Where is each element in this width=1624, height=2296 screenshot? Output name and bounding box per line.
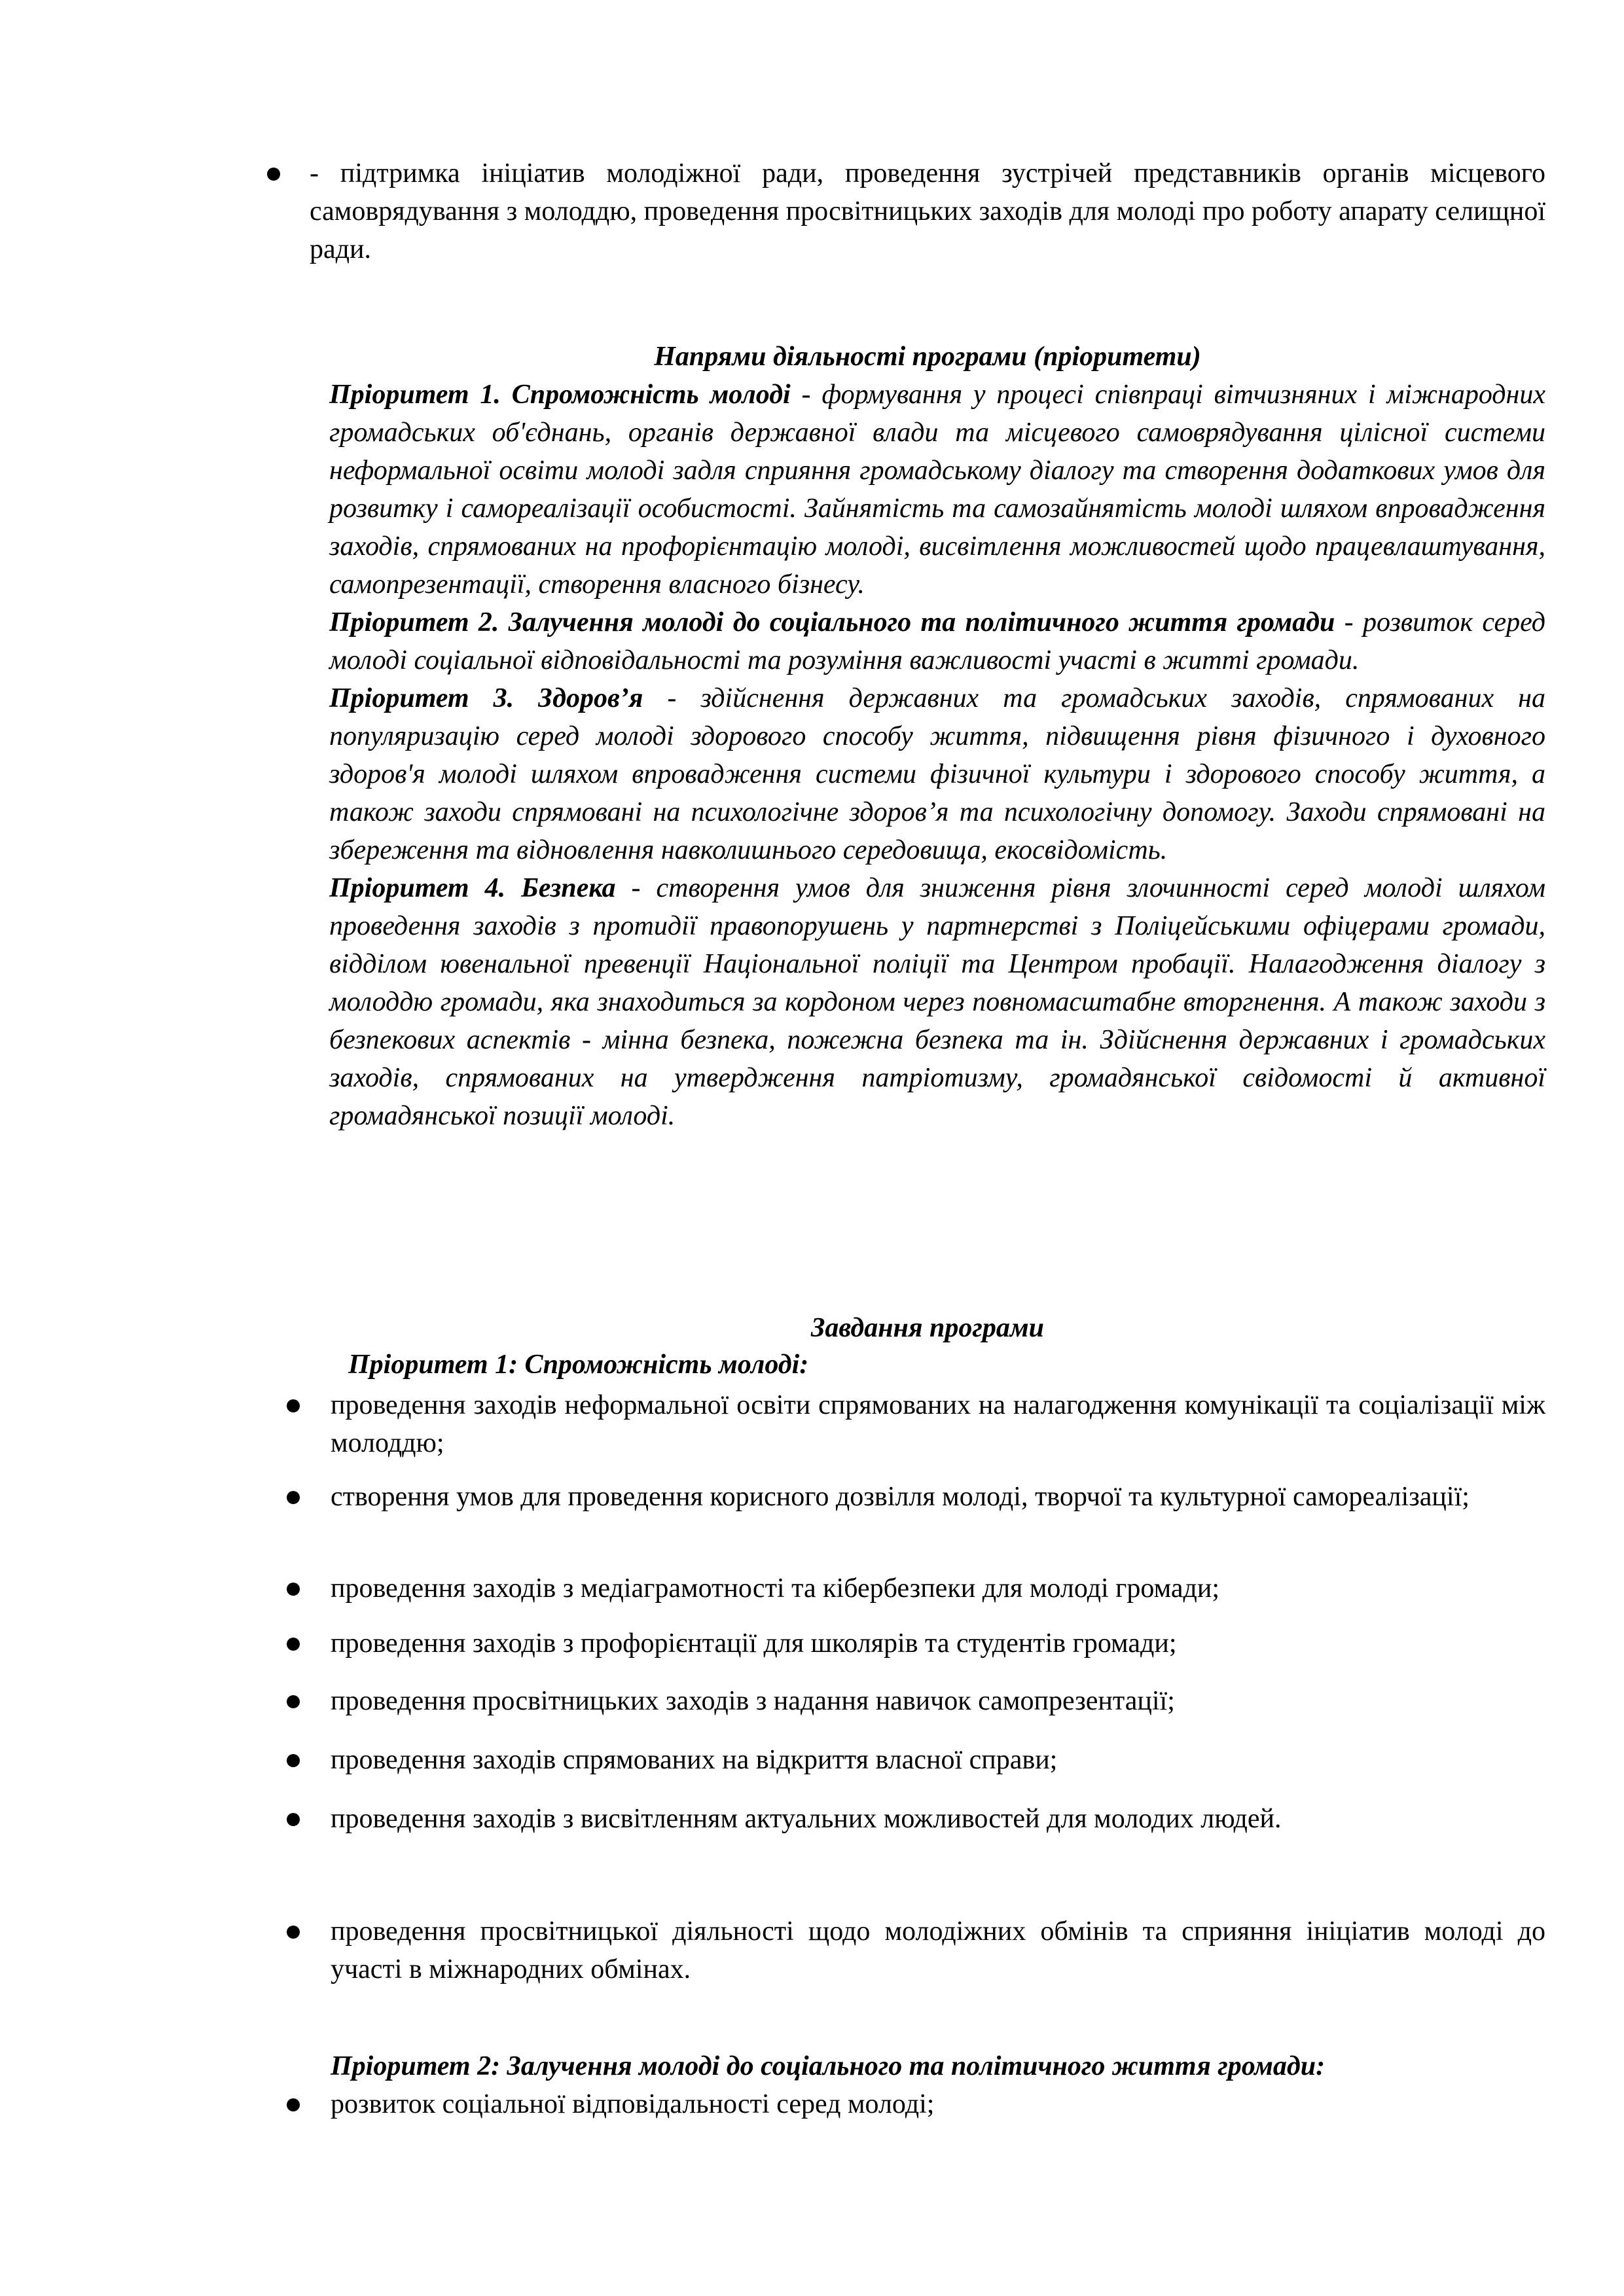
task-item: проведення заходів з профорієнтації для школярів та студентів громади; (331, 1628, 1177, 1659)
task-item: проведення заходів з медіаграмотності та кібербезпеки для молоді громади; (331, 1573, 1220, 1604)
task-item: проведення заходів неформальної освіти спрямованих на налагодження комунікації та соціалізації між молоддю; (331, 1390, 1545, 1458)
priority-1-text: - формування у процесі співпраці вітчизняних і міжнародних громадських об'єднань, органів державної влади та місцевого самоврядування цілісної системи неформальної освіти молоді задля сприяння громадському діалогу та створення додаткових умов для розвитку і самореалізації особистості. Зайнятість та самозайнятість молоді шляхом впровадження заходів, спрямованих на профорієнтацію молоді, висвітлення можливостей щодо працевлаштування, самопрезентації, створення власного бізнесу. (329, 380, 1546, 600)
task-item: проведення просвітницьких заходів з надання навичок самопрезентації; (331, 1686, 1175, 1716)
bullet-icon (267, 168, 280, 181)
intro-bullet-text: - підтримка ініціатив молодіжної ради, проведення зустрічей представників органів місцевого самоврядування з молоддю, проведення просвітницьких заходів для молоді про роботу апарату селищної ради. (310, 158, 1545, 264)
bullet-icon (287, 1583, 300, 1596)
priorities-block (329, 376, 1545, 1135)
task-item: створення умов для проведення корисного дозвілля молоді, творчої та культурної самореалізації; (331, 1482, 1470, 1512)
priority-2-text: - розвиток серед молоді соціальної відповідальності та розуміння важливості участі в житті громади. (329, 607, 1545, 675)
task-item: розвиток соціальної відповідальності серед молоді; (331, 2089, 935, 2119)
task-item: проведення просвітницької діяльності щодо молодіжних обмінів та сприяння ініціатив молоді до участі в міжнародних обмінах. (331, 1916, 1545, 1984)
bullet-icon (287, 1638, 300, 1651)
priority-3-paragraph (329, 679, 1545, 869)
bullet-icon (287, 2098, 300, 2111)
bullet-icon (287, 1399, 300, 1412)
priority-1-title: Пріоритет 1. Спроможність молоді (329, 380, 791, 410)
bullet-icon (287, 1491, 300, 1504)
priority-2-title: Пріоритет 2. Залучення молоді до соціального та політичного життя громади (329, 607, 1335, 637)
priority-4-text: - створення умов для зниження рівня злочинності серед молоді шляхом проведення заходів з протидії правопорушень у партнерстві з Поліцейськими офіцерами громади, відділом ювенальної превенції Національної поліції та Центром пробації. Налагодження діалогу з молоддю громади, яка знаходиться за кордоном через повномасштабне вторгнення. А також заходи з безпекових аспектів - мінна безпека, пожежна безпека та ін. Здійснення державних і громадських заходів, спрямованих на утвердження патріотизму, громадянської свідомості й активної громадянської позиції молоді. (329, 873, 1546, 1131)
tasks-priority-1-heading: Пріоритет 1: Спроможність молоді: (348, 1350, 809, 1380)
task-item: проведення заходів з висвітленням актуальних можливостей для молодих людей. (331, 1804, 1282, 1834)
bullet-icon (287, 1813, 300, 1826)
priority-2-paragraph (329, 603, 1545, 679)
bullet-icon (287, 1926, 300, 1939)
tasks-priority-2-heading: Пріоритет 2: Залучення молоді до соціального та політичного життя громади: (331, 2051, 1326, 2081)
priority-3-text: - здійснення державних та громадських заходів, спрямованих на популяризацію серед молоді здорового способу життя, підвищення рівня фізичного і духовного здоров'я молоді шляхом впровадження системи фізичної культури і здорового способу життя, а також заходи спрямовані на психологічне здоров’я та психологічну допомогу. Заходи спрямовані на збереження та відновлення навколишнього середовища, екосвідомість. (329, 683, 1545, 865)
task-item: проведення заходів спрямованих на відкриття власної справи; (331, 1745, 1058, 1775)
bullet-icon (287, 1695, 300, 1708)
priority-4-title: Пріоритет 4. Безпека (329, 873, 616, 903)
priority-3-title: Пріоритет 3. Здоров’я (329, 683, 643, 713)
bullet-icon (287, 1754, 300, 1767)
priority-1-paragraph (329, 376, 1545, 603)
priority-4-paragraph (329, 869, 1545, 1135)
tasks-heading: Завдання програми (811, 1313, 1044, 1343)
directions-heading: Напрями діяльності програми (пріоритети) (654, 342, 1201, 372)
